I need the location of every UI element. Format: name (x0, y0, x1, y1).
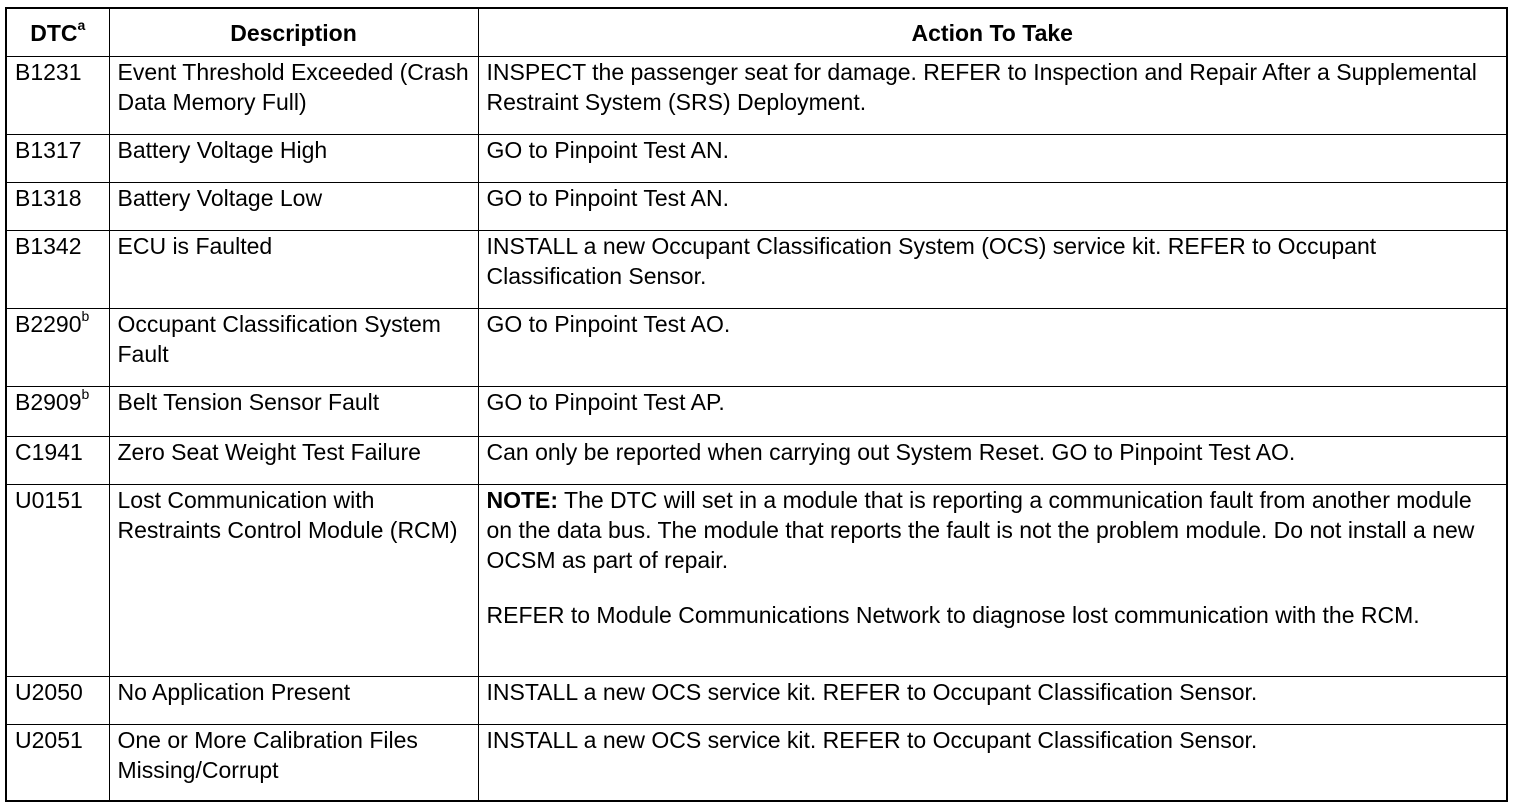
note-paragraph (487, 485, 1499, 575)
dtc-description: Occupant Classification System Fault (109, 309, 478, 387)
dtc-footnote: b (81, 308, 90, 325)
table-row (6, 485, 1507, 677)
table-row (6, 437, 1507, 485)
dtc-description: Event Threshold Exceeded (Crash Data Memory Full) (109, 57, 478, 135)
table-row (6, 387, 1507, 437)
table-row (6, 231, 1507, 309)
table-row (6, 725, 1507, 801)
dtc-code: B1318 (6, 183, 109, 231)
dtc-action: GO to Pinpoint Test AN. (478, 135, 1507, 183)
dtc-action: GO to Pinpoint Test AN. (478, 183, 1507, 231)
header-action: Action To Take (478, 8, 1507, 57)
dtc-code: B1231 (6, 57, 109, 135)
dtc-table (5, 7, 1508, 802)
dtc-action: GO to Pinpoint Test AP. (478, 387, 1507, 437)
dtc-description: ECU is Faulted (109, 231, 478, 309)
header-row (6, 8, 1507, 57)
dtc-code: U2050 (6, 677, 109, 725)
dtc-code: U0151 (6, 485, 109, 677)
dtc-description: Battery Voltage Low (109, 183, 478, 231)
dtc-description: Lost Communication with Restraints Control Module (RCM) (109, 485, 478, 677)
dtc-action: INSTALL a new OCS service kit. REFER to Occupant Classification Sensor. (478, 725, 1507, 801)
action-paragraph: REFER to Module Communications Network to diagnose lost communication with the RCM. (486, 602, 1420, 628)
dtc-footnote: b (81, 386, 90, 403)
dtc-description: Battery Voltage High (109, 135, 478, 183)
table-row (6, 183, 1507, 231)
dtc-description: No Application Present (109, 677, 478, 725)
dtc-code: C1941 (6, 437, 109, 485)
dtc-code: B2290$^b$ (6, 309, 109, 387)
header-description: Description (109, 8, 478, 57)
table-row (6, 309, 1507, 387)
dtc-description: Zero Seat Weight Test Failure (109, 437, 478, 485)
dtc-action: INSTALL a new Occupant Classification System (OCS) service kit. REFER to Occupant Classification Sensor. (478, 231, 1507, 309)
table-row (6, 677, 1507, 725)
dtc-action: INSTALL a new OCS service kit. REFER to Occupant Classification Sensor. (478, 677, 1507, 725)
dtc-action (478, 485, 1507, 677)
dtc-action: GO to Pinpoint Test AO. (478, 309, 1507, 387)
note-text: The DTC will set in a module that is reporting a communication fault from another module on the data bus. The module that reports the fault is not the problem module. Do not install a new OCSM as part of repair. (486, 487, 1475, 573)
dtc-action: INSPECT the passenger seat for damage. REFER to Inspection and Repair After a Supplemental Restraint System (SRS) Deployment. (478, 57, 1507, 135)
dtc-code: B1342 (6, 231, 109, 309)
header-dtc: DTC$^a$ (6, 8, 109, 57)
dtc-code: U2051 (6, 725, 109, 801)
table-row (6, 135, 1507, 183)
dtc-description: Belt Tension Sensor Fault (109, 387, 478, 437)
dtc-code: B2909$^b$ (6, 387, 109, 437)
dtc-action: Can only be reported when carrying out System Reset. GO to Pinpoint Test AO. (478, 437, 1507, 485)
header-dtc-footnote: a (77, 16, 86, 33)
table-row (6, 57, 1507, 135)
dtc-code: B1317 (6, 135, 109, 183)
note-label: NOTE: (486, 487, 559, 513)
dtc-description: One or More Calibration Files Missing/Corrupt (109, 725, 478, 801)
